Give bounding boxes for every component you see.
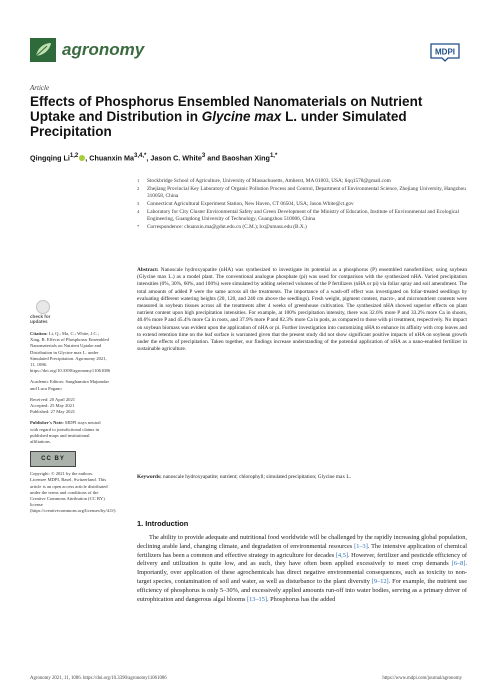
reference-link[interactable]: [9–12] bbox=[371, 577, 389, 585]
footer-journal-url[interactable]: https://www.mdpi.com/journal/agronomy bbox=[382, 676, 462, 681]
mdpi-logo-text: MDPI bbox=[435, 47, 455, 57]
keywords: Keywords: nanoscale hydroxyapatite; nutrient; chlorophyll; simulated precipitation; Glycine max L. bbox=[137, 474, 351, 480]
footer-citation[interactable]: Agronomy 2021, 11, 1086. https://doi.org/10.3390/agronomy11061086 bbox=[30, 676, 167, 681]
affiliation-item: 4 Laboratory for City Cluster Environmental Safety and Green Development of the Ministry of Education, Institute of Environmental and Ecological Engineering, Guangdong University of Technology, Guangzhou 510006, China bbox=[137, 209, 459, 222]
journal-name: agronomy bbox=[62, 40, 145, 59]
check-for-updates-button[interactable]: check for updates bbox=[30, 300, 70, 324]
author-name[interactable]: Baoshan Xing bbox=[222, 153, 270, 163]
article-type-label: Article bbox=[30, 84, 50, 92]
reference-link[interactable]: [6–8] bbox=[451, 560, 466, 568]
reference-link[interactable]: [1–3] bbox=[354, 542, 368, 550]
leaf-logo-icon bbox=[30, 38, 56, 62]
author-name[interactable]: Chuanxin Ma bbox=[89, 153, 134, 163]
affiliations bbox=[137, 178, 467, 232]
section-heading: 1. Introduction bbox=[137, 519, 189, 528]
sidebar-info bbox=[30, 331, 117, 520]
affiliation-item: 2 Zhejiang Provincial Key Laboratory of Organic Pollution Process and Control, Department of Environmental Science, Zhejiang University, Hangzhou 310058, China bbox=[137, 186, 466, 199]
citation-block: Citation: Li, Q.; Ma, C.; White, J.C.; Xing, B. Effects of Phosphorus Ensembled Nanomaterials on Nutrient Uptake and Distribution in Glycine max L. under Simulated Precipitation. Agronomy 2021, 11, 1086. https://doi.org/10.3390/agronomy11061086 bbox=[30, 331, 111, 374]
orcid-icon[interactable] bbox=[79, 155, 85, 161]
introduction-paragraph: The ability to provide adequate and nutritional food worldwide will be challenged by the rapidly increasing global population, declining arable land, changing climate, and degradation of environmental resources [1–3]. The intensive application of chemical fertilizers has been a common and effective strategy in agriculture for decades [4,5]. However, fertilizer and pesticide efficiency of delivery and utilization is quite low, and as such, they have often been applied excessively to meet crop demands [6–8]. Importantly, over application of these agrochemicals has direct negative environmental consequences, such as toxicity to non-target species, contamination of soil and water, as well as disturbance to the plant diversity [9–12]. For example, the nutrient use efficiency of phosphorus is only 5–30%, and excessively applied amounts run-off into water bodies, serving as a primary driver of eutrophication and dangerous algal blooms [13–15]. Phosphorus has the added bbox=[137, 534, 468, 603]
affiliation-item: 3 Connecticut Agricultural Experiment Station, New Haven, CT 06504, USA; Jason.White@ct.gov bbox=[137, 200, 354, 207]
academic-editors: Academic Editors: Sanghamitra Majumdar and Luca Pagano bbox=[30, 379, 109, 391]
check-updates-icon bbox=[36, 300, 50, 314]
reference-link[interactable]: [13–15] bbox=[247, 595, 267, 603]
mdpi-logo bbox=[428, 42, 462, 62]
author-list: Qingqing Li$^{1,2}$ , Chuanxin $Ma^{3,4,*}$, Jason C. White$^3$ and Baoshan Xing$^{1,*}$ bbox=[30, 153, 278, 163]
abstract: Abstract: Nanoscale hydroxyapatite (nHA) was synthesized to investigate its potential as a phosphorus (P) ensembled nanofertilizer, using soybean (Glycine max L.) as a model plant. The conventional analogue phosphate (pi) was used for comparison with the synthesized nHA. Varied precipitation intensities (0%, 30%, 60%, and 100%) were simulated by adding selected volumes of the P fertilizers (nHA or pi) via foliar spray and soil amendment. The total amounts of added P were the same across all the treatments. The importance of a wash-off effect was investigated on foliar-treated seedlings by evaluating different watering heights (20, 120, and 240 cm above the seedlings). Fresh weight, pigment content, macro-, and micronutrient contents were measured in soybean tissues across all the treatments after 4 weeks of greenhouse cultivation. The synthesized nHA showed superior effects on plant nutrient content upon high precipitation intensities. For example, at 100% precipitation intensity, there was 32.6% more P and 33.2% more Ca in shoots, 40.6% more P and 45.4% more Ca in roots, and 37.9% more P and 82.3% more Ca in pods, as compared to those with pi treatment, respectively. No impact on soybean biomass was evident upon the application of nHA or pi. Further investigation into customizing nHA to enhance its affinity with crop leaves and to extend retention time on the leaf surface is warranted given that the present study did not show significant positive impacts of nHA on soybean growth under the effects of precipitation. Taken together, our findings increase understanding of the potential application of nHA as a nano-enabled fertilizer in sustainable agriculture. bbox=[137, 267, 467, 353]
affiliation-item: 1 Stockbridge School of Agriculture, University of Massachusetts, Amherst, MA 01003, USA; liqq1578@gmail.com bbox=[137, 178, 391, 184]
cc-license-badge[interactable]: CC BY bbox=[30, 451, 76, 467]
author-name[interactable]: Qingqing Li bbox=[30, 153, 70, 163]
article-title: Effects of Phosphorus Ensembled Nanomaterials on Nutrient Uptake and Distribution in Glycine max L. under Simulated Precipitation bbox=[30, 94, 423, 139]
copyright-text: Copyright: © 2021 by the authors. Licensee MDPI, Basel, Switzerland. This article is an open access article distributed under the terms and conditions of the Creative Commons Attribution (CC BY) license (https://creativecommons.org/licenses/by/4.0/). bbox=[30, 471, 117, 514]
correspondence: * Correspondence: chuanxin.ma@gdut.edu.cn (C.M.); bx@umass.edu (B.X.) bbox=[137, 223, 307, 230]
author-name[interactable]: Jason C. White bbox=[150, 153, 202, 163]
publisher-note: Publisher's Note: MDPI stays neutral with regard to jurisdictional claims in published maps and institutional affiliations. bbox=[30, 420, 101, 445]
reference-link[interactable]: [4,5] bbox=[335, 551, 348, 559]
page-footer bbox=[30, 676, 462, 681]
dates: Received: 20 April 2021 Accepted: 25 May 2021 Published: 27 May 2021 bbox=[30, 396, 76, 415]
